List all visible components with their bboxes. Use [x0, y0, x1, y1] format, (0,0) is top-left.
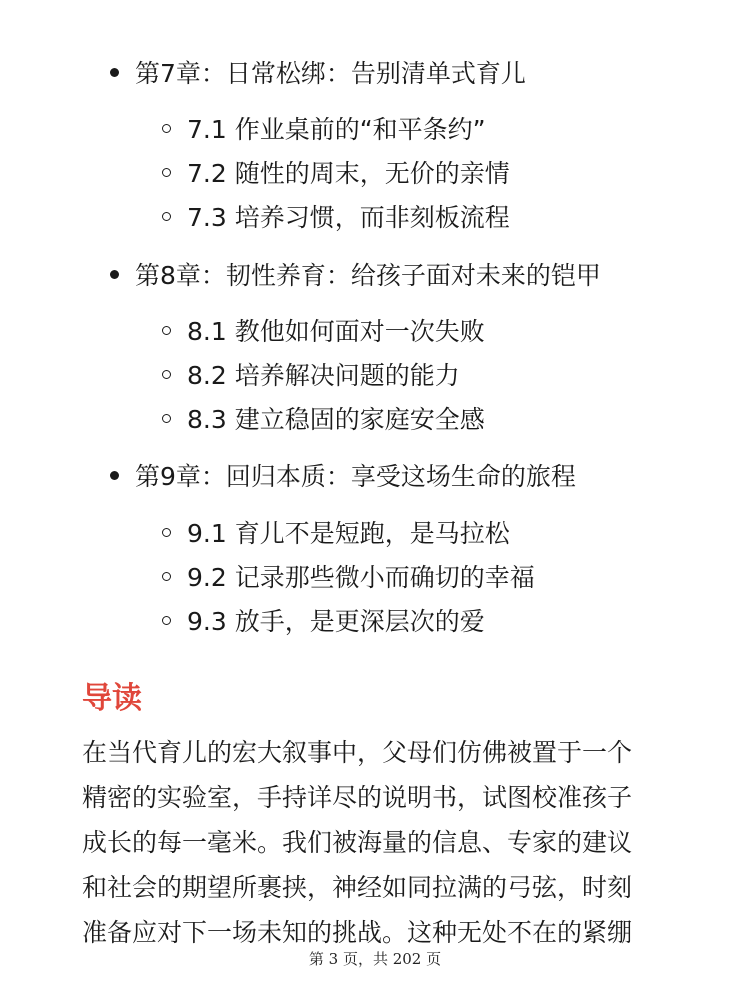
intro-heading: 导读 — [82, 681, 142, 716]
toc-section-8-1[interactable] — [162, 310, 485, 350]
paragraph-line: 在当代育儿的宏大叙事中，父母们仿佛被置于一个 — [82, 738, 633, 767]
toc-section-9-3[interactable] — [162, 600, 485, 640]
section-title: 9.2 记录那些微小而确切的幸福 — [187, 563, 535, 592]
paragraph-line: 和社会的期望所裹挟，神经如同拉满的弓弦，时刻 — [82, 873, 633, 902]
section-title: 8.3 建立稳固的家庭安全感 — [187, 405, 485, 434]
toc-section-8-3[interactable] — [162, 398, 485, 438]
page-number-footer: 第 3 页，共 202 页 — [308, 950, 442, 968]
section-title: 8.2 培养解决问题的能力 — [187, 361, 460, 390]
bullet-circle-icon — [162, 414, 171, 423]
bullet-circle-icon — [162, 370, 171, 379]
chapter-title: 第8章：韧性养育：给孩子面对未来的铠甲 — [135, 261, 601, 290]
bullet-dot-icon — [110, 471, 119, 480]
section-title: 9.3 放手，是更深层次的爱 — [187, 607, 485, 636]
toc-section-8-2[interactable] — [162, 354, 460, 394]
toc-chapter-9[interactable] — [110, 455, 576, 495]
bullet-circle-icon — [162, 168, 171, 177]
section-title: 9.1 育儿不是短跑，是马拉松 — [187, 519, 510, 548]
chapter-title: 第9章：回归本质：享受这场生命的旅程 — [135, 462, 576, 491]
toc-section-7-1[interactable] — [162, 108, 486, 148]
toc-chapter-8[interactable] — [110, 254, 601, 294]
paragraph-line: 成长的每一毫米。我们被海量的信息、专家的建议 — [82, 828, 633, 857]
section-title: 7.2 随性的周末，无价的亲情 — [187, 159, 510, 188]
section-title: 8.1 教他如何面对一次失败 — [187, 317, 485, 346]
bullet-circle-icon — [162, 124, 171, 133]
bullet-dot-icon — [110, 68, 119, 77]
bullet-circle-icon — [162, 326, 171, 335]
bullet-circle-icon — [162, 212, 171, 221]
paragraph-line: 准备应对下一场未知的挑战。这种无处不在的紧绷 — [82, 918, 633, 947]
bullet-circle-icon — [162, 528, 171, 537]
bullet-circle-icon — [162, 572, 171, 581]
toc-section-9-2[interactable] — [162, 556, 535, 596]
section-title: 7.1 作业桌前的“和平条约” — [187, 115, 486, 144]
bullet-dot-icon — [110, 270, 119, 279]
toc-section-7-3[interactable] — [162, 196, 510, 236]
toc-section-9-1[interactable] — [162, 512, 510, 552]
paragraph-line: 精密的实验室，手持详尽的说明书，试图校准孩子 — [82, 783, 633, 812]
intro-paragraph — [82, 730, 682, 955]
toc-section-7-2[interactable] — [162, 152, 510, 192]
section-title: 7.3 培养习惯，而非刻板流程 — [187, 203, 510, 232]
chapter-title: 第7章：日常松绑：告别清单式育儿 — [135, 59, 526, 88]
toc-chapter-7[interactable] — [110, 52, 526, 92]
bullet-circle-icon — [162, 616, 171, 625]
